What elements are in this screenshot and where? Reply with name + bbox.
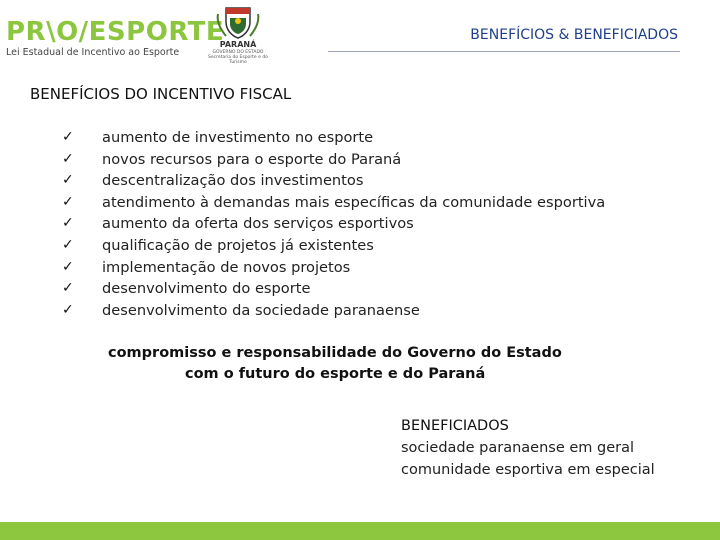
benefit-text: atendimento à demandas mais específicas da comunidade esportiva <box>102 193 606 211</box>
beneficiary-item: comunidade esportiva em especial <box>401 462 655 478</box>
proesporte-logo <box>6 17 225 62</box>
logo-subtitle: Lei Estadual de Incentivo ao Esporte <box>6 47 180 58</box>
beneficiary-item: sociedade paranaense em geral <box>401 440 635 456</box>
check-icon: ✓ <box>62 236 74 253</box>
footer-bar <box>0 522 720 540</box>
crest-label: PARANÁ <box>219 40 257 49</box>
benefit-text: desenvolvimento da sociedade paranaense <box>102 301 420 319</box>
check-icon: ✓ <box>62 280 74 297</box>
commitment-line-1: compromisso e responsabilidade do Governo do Estado <box>108 345 562 361</box>
section-title: BENEFÍCIOS DO INCENTIVO FISCAL <box>30 85 292 103</box>
benefit-text: novos recursos para o esporte do Paraná <box>102 150 402 168</box>
benefit-text: desenvolvimento do esporte <box>102 280 311 298</box>
beneficiaries-title: BENEFICIADOS <box>401 418 509 434</box>
check-icon: ✓ <box>62 172 74 189</box>
header-divider <box>328 51 680 52</box>
check-icon: ✓ <box>62 129 74 145</box>
commitment-line-2: com o futuro do esporte e do Paraná <box>185 366 486 382</box>
check-icon: ✓ <box>62 215 74 232</box>
crest-subtitle: GOVERNO DO ESTADO Secretaria do Esporte e do Turismo <box>208 50 268 65</box>
beneficiaries-block <box>401 415 655 481</box>
page-header-title: BENEFÍCIOS & BENEFICIADOS <box>470 27 678 43</box>
check-icon: ✓ <box>62 193 74 210</box>
benefit-text: descentralização dos investimentos <box>102 172 364 190</box>
check-icon: ✓ <box>62 258 74 275</box>
benefit-text: aumento da oferta dos serviços esportivos <box>102 215 414 233</box>
check-icon: ✓ <box>62 150 74 167</box>
benefit-text: qualificação de projetos já existentes <box>102 236 374 254</box>
logo-wordmark: PR\O/ESPORTE <box>6 17 225 47</box>
check-icon: ✓ <box>62 301 74 318</box>
benefit-text: implementação de novos projetos <box>102 258 351 276</box>
benefit-text: aumento de investimento no esporte <box>102 129 374 146</box>
